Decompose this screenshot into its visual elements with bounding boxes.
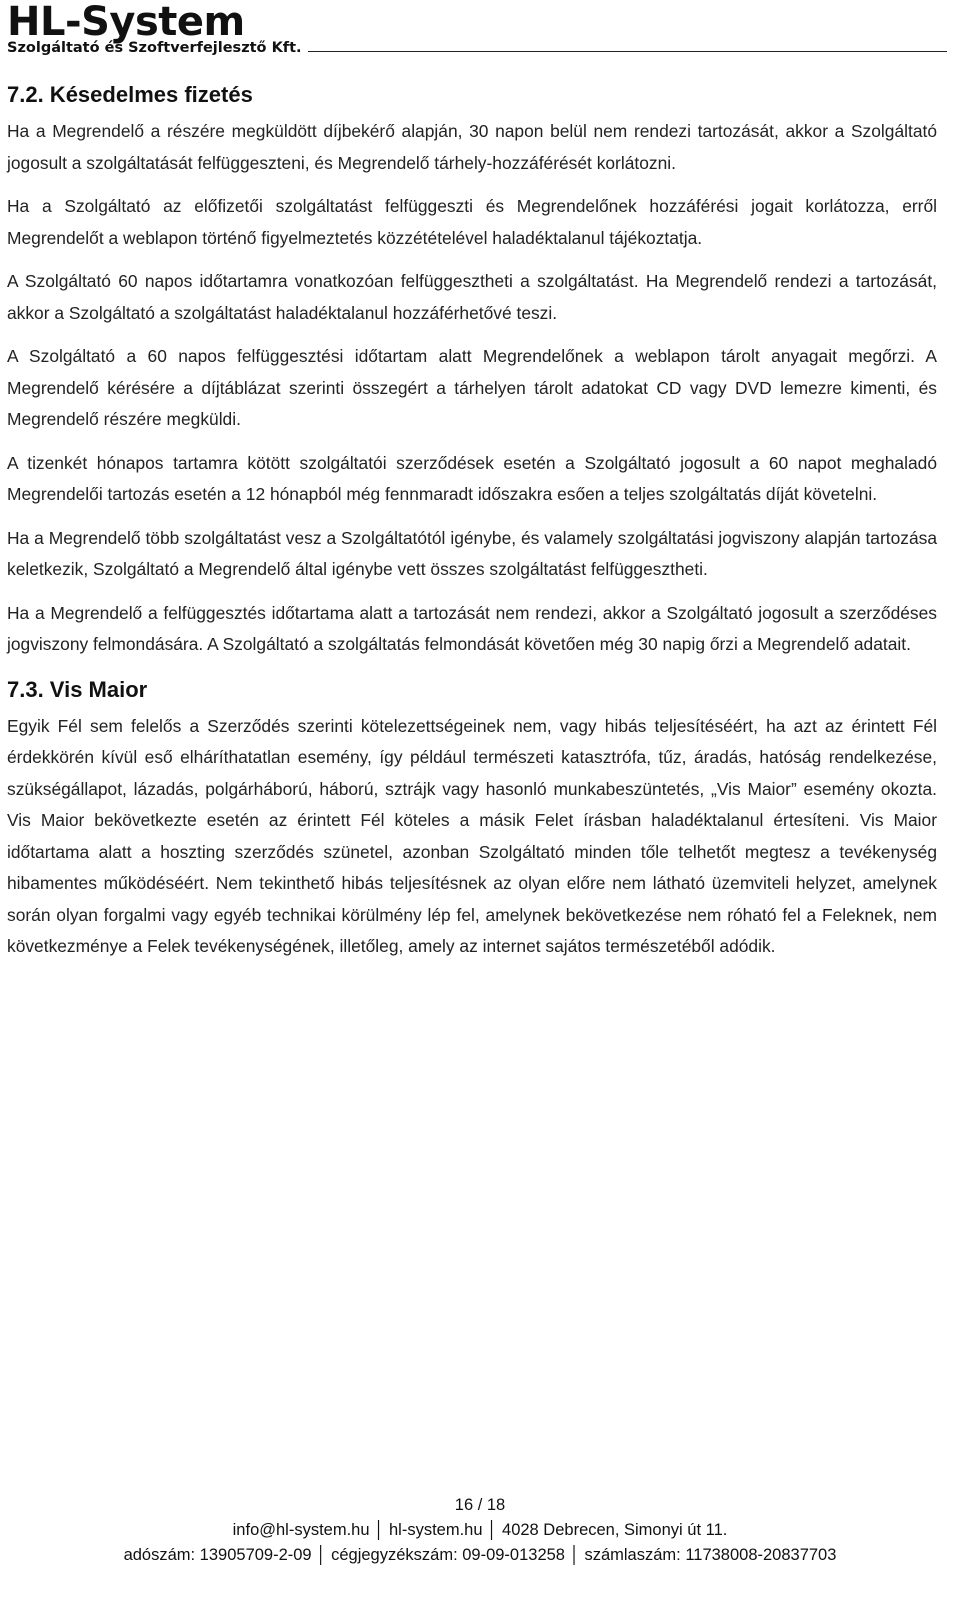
company-subtitle-row xyxy=(7,40,947,56)
document-body xyxy=(7,78,937,975)
footer-company-ids: adószám: 13905709-2-09 │ cégjegyzékszám: 09-09-013258 │ számlaszám: 11738008-20837703 xyxy=(123,1546,837,1564)
paragraph: A tizenkét hónapos tartamra kötött szolgáltatói szerződések esetén a Szolgáltató jogosult a 60 napot meghaladó Megrendelői tartozás esetén a 12 hónapból még fennmaradt időszakra esően a teljes szolgáltatás díját követelni. xyxy=(7,452,937,504)
company-subtitle: Szolgáltató és Szoftverfejlesztő Kft. xyxy=(7,40,302,56)
paragraph: Ha a Megrendelő a felfüggesztés időtartama alatt a tartozását nem rendezi, akkor a Szolgáltató jogosult a szerződéses jogviszony felmondására. A Szolgáltató a szolgáltatás felmondását követően még 30 napig őrzi a Megrendelő adatait. xyxy=(7,602,937,654)
document-footer xyxy=(0,1493,960,1568)
paragraph: Ha a Megrendelő a részére megküldött díjbekérő alapján, 30 napon belül nem rendezi tartozását, akkor a Szolgáltató jogosult a szolgáltatását felfüggeszteni, és Megrendelő tárhely-hozzáférését korlátozni. xyxy=(7,121,937,173)
paragraph: Ha a Megrendelő több szolgáltatást vesz a Szolgáltatótól igénybe, és valamely szolgáltatási jogviszony alapján tartozása keletkezik, Szolgáltató a Megrendelő által igénybe vett összes szolgáltatást felfüggesztheti. xyxy=(7,527,937,579)
section-heading-7-2: 7.2. Késedelmes fizetés xyxy=(7,82,253,107)
paragraph: A Szolgáltató 60 napos időtartamra vonatkozóan felfüggesztheti a szolgáltatást. Ha Megrendelő rendezi a tartozását, akkor a Szolgáltató a szolgáltatást haladéktalanul hozzáférhetővé teszi. xyxy=(7,271,937,323)
paragraph: Ha a Szolgáltató az előfizetői szolgáltatást felfüggeszti és Megrendelőnek hozzáférési jogait korlátozza, erről Megrendelőt a weblapon történő figyelmeztetés közzétételével haladéktalanul tájékoztatja. xyxy=(7,196,937,248)
paragraph: Egyik Fél sem felelős a Szerződés szerinti kötelezettségeinek nem, vagy hibás teljesítéséért, ha azt az érintett Fél érdekkörén kívül eső elháríthatatlan esemény, így például természeti katasztrófa, tűz, áradás, hatóság rendelkezése, szükségállapot, lázadás, polgárháború, háború, sztrájk vagy hasonló munkabeszüntetés, „Vis Maior” esemény okozta. Vis Maior bekövetkezte esetén az érintett Fél köteles a másik Felet írásban haladéktalanul értesíteni. Vis Maior időtartama alatt a hoszting szerződés szünetel, azonban Szolgáltató minden tőle telhetőt megtesz a tevékenység hibamentes működéséért. Nem tekinthető hibás teljesítésnek az olyan előre nem látható üzemviteli helyzet, amelynek során olyan forgalmi vagy egyéb technikai körülmény lép fel, amelynek bekövetkezése nem róható fel a Feleknek, nem következménye a Felek tevékenységének, illetőleg, amely az internet sajátos természetéből adódik. xyxy=(7,715,937,956)
header-rule xyxy=(308,51,947,52)
page-number: 16 / 18 xyxy=(454,1496,506,1514)
company-logo: HL-System xyxy=(7,0,245,45)
paragraph: A Szolgáltató a 60 napos felfüggesztési időtartam alatt Megrendelőnek a weblapon tárolt anyagait megőrzi. A Megrendelő kérésére a díjtáblázat szerinti összegért a tárhelyen tárolt adatokat CD vagy DVD lemezre kimenti, és Megrendelő részére megküldi. xyxy=(7,346,937,429)
section-heading-7-3: 7.3. Vis Maior xyxy=(7,676,148,702)
footer-contact: info@hl-system.hu │ hl-system.hu │ 4028 Debrecen, Simonyi út 11. xyxy=(232,1521,728,1539)
document-header xyxy=(7,0,947,56)
